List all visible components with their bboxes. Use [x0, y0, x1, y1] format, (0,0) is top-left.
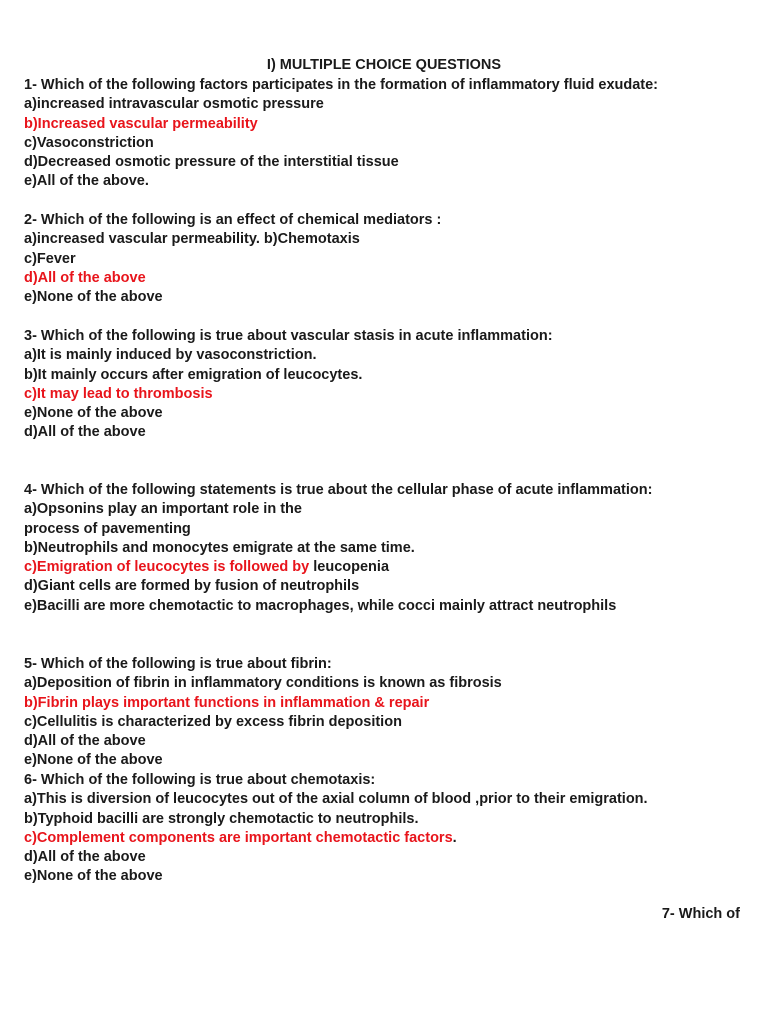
- option-d: d)All of the above: [24, 849, 146, 866]
- question-1: [0, 76, 768, 192]
- question-text: 6- Which of the following is true about chemotaxis:: [24, 772, 376, 788]
- option-c-highlight: c)Emigration of leucocytes is followed by: [24, 559, 310, 576]
- option-d: d)Giant cells are formed by fusion of neutrophils: [24, 578, 360, 595]
- section-title: I) MULTIPLE CHOICE QUESTIONS: [266, 57, 502, 73]
- option-c: c)Cellulitis is characterized by excess fibrin deposition: [24, 713, 402, 730]
- option-e: e)None of the above: [24, 868, 163, 885]
- option-c-rest: .: [452, 829, 457, 846]
- option-c-highlight: c)Complement components are important chemotactic factors: [24, 829, 453, 846]
- question-4: [0, 481, 768, 616]
- option-a: a)It is mainly induced by vasoconstriction.: [24, 347, 317, 364]
- question-text: 3- Which of the following is true about vascular stasis in acute inflammation:: [24, 328, 553, 344]
- question-3: [0, 327, 768, 443]
- option-c-rest: leucopenia: [309, 559, 390, 576]
- question-2: [0, 211, 768, 307]
- option-c-answer: [0, 558, 768, 577]
- option-a: a)Deposition of fibrin in inflammatory conditions is known as fibrosis: [24, 675, 502, 692]
- question-7-partial: 7- Which of: [661, 906, 740, 922]
- option-a-continued: process of pavementing: [24, 520, 191, 537]
- option-a: a)increased intravascular osmotic pressure: [24, 96, 324, 113]
- option-e: e)None of the above: [24, 289, 163, 306]
- option-ab: a)increased vascular permeability. b)Chemotaxis: [24, 231, 360, 248]
- question-5: [0, 655, 768, 771]
- option-c-answer: [0, 829, 768, 848]
- option-d: d)All of the above: [24, 733, 146, 750]
- option-d: d)Decreased osmotic pressure of the interstitial tissue: [24, 154, 399, 171]
- option-a: a)This is diversion of leucocytes out of the axial column of blood ,prior to their emigration.: [24, 791, 648, 808]
- option-b: b)Typhoid bacilli are strongly chemotactic to neutrophils.: [24, 810, 419, 827]
- option-e: e)All of the above.: [24, 173, 149, 190]
- question-text: 5- Which of the following is true about fibrin:: [24, 656, 332, 672]
- option-d: d)All of the above: [24, 424, 146, 441]
- option-c-answer: c)It may lead to thrombosis: [24, 385, 213, 402]
- question-6: [0, 771, 768, 887]
- option-b-answer: b)Fibrin plays important functions in inflammation & repair: [24, 694, 430, 711]
- option-c: c)Fever: [24, 250, 76, 267]
- option-c: c)Vasoconstriction: [24, 134, 154, 151]
- question-text: 2- Which of the following is an effect of chemical mediators :: [24, 212, 442, 228]
- option-e: e)None of the above: [24, 405, 163, 422]
- option-e: e)Bacilli are more chemotactic to macrophages, while cocci mainly attract neutrophils: [24, 597, 617, 614]
- option-b-answer: b)Increased vascular permeability: [24, 115, 258, 132]
- option-e: e)None of the above: [24, 752, 163, 769]
- question-text: 1- Which of the following factors participates in the formation of inflammatory fluid exudate:: [24, 77, 659, 93]
- option-d-answer: d)All of the above: [24, 269, 146, 286]
- option-a: a)Opsonins play an important role in the: [24, 501, 302, 518]
- question-text: 4- Which of the following statements is true about the cellular phase of acute inflammation:: [24, 482, 653, 498]
- option-b: b)It mainly occurs after emigration of leucocytes.: [24, 366, 363, 383]
- option-b: b)Neutrophils and monocytes emigrate at the same time.: [24, 539, 415, 556]
